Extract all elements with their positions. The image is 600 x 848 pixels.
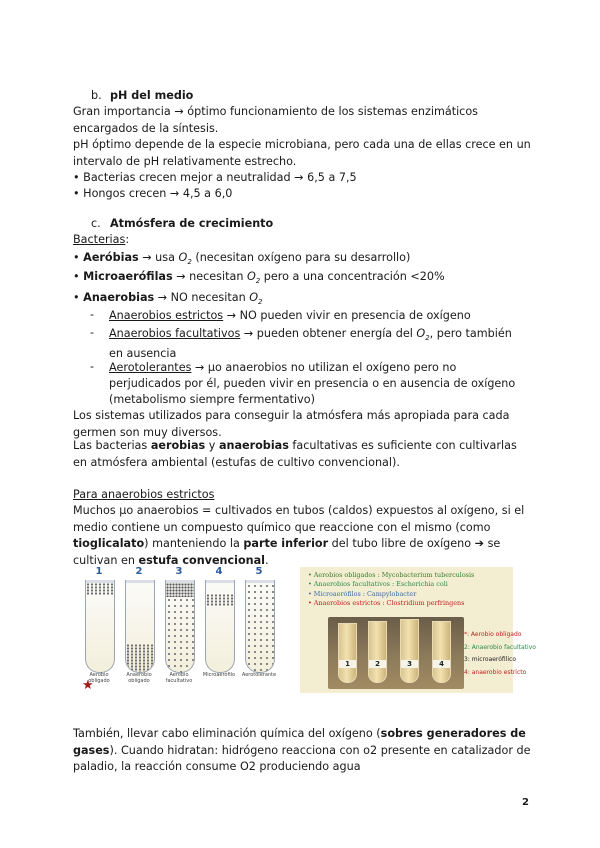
o2-formula: $O_2$ [416, 327, 430, 342]
paragraph-sistemas: Los sistemas utilizados para conseguir la atmósfera más apropiada para cada germen son muy diversos. [73, 409, 510, 439]
legend-row-2: • Anaerobios facultativos : Escherichia coli [308, 580, 448, 589]
bullet-aerobias: • Aeróbias → usa $O_2$ (necesitan oxígeno para su desarrollo) [73, 251, 411, 266]
paragraph-sobres-generadores: También, llevar cabo eliminación química del oxígeno (sobres generadores de gases). Cuando hidratan: hidrógeno reacciona con o2 presente en catalizador de paladio, la reacción consume O2 produciendo agua [73, 727, 531, 774]
sub-anaerobios-facultativos: Anaerobios facultativos → pueden obtener energía del $O_2$, pero también en ausencia [109, 327, 512, 360]
page-number: 2 [522, 797, 529, 808]
photo-key [464, 629, 536, 679]
o2-formula: $O_2$ [246, 270, 261, 285]
legend-row-3: • Microaerófilos : Campylobacter [308, 589, 417, 598]
oxygen-tubes-figure [82, 566, 292, 696]
tube-5: 5 Aerotolerante [241, 566, 277, 678]
tube-3: 3 Aerobio facultativo [162, 566, 196, 694]
sub-aerotolerantes: Aerotolerantes → μo anaerobios no utilizan el oxígeno pero no perjudicados por él, pueden vivir en presencia o en ausencia de oxígeno (metabolismo siempre fermentativo) [109, 361, 516, 406]
list-dash: - [90, 360, 95, 373]
section-c-heading: c. Atmósfera de crecimiento [91, 217, 274, 230]
bullet-microaerofilas: • Microaerófilas → necesitan $O_2$ pero a una concentración <20% [73, 270, 445, 285]
key-row-1: *: Aerobio obligado [464, 631, 522, 638]
anaerobios-heading: Para anaerobios estrictos [73, 488, 215, 501]
list-dash: - [90, 326, 95, 339]
bacteria-photo-figure [300, 567, 536, 693]
key-row-3: 3: microaerófilico [464, 656, 517, 663]
sub-anaerobios-estrictos: Anaerobios estrictos → NO pueden vivir en presencia de oxígeno [109, 309, 471, 322]
tube-1: 1 Aerobio obligado [82, 566, 116, 694]
section-b-paragraph-1: Gran importancia → óptimo funcionamiento de los sistemas enzimáticos encargados de la síntesis. [73, 105, 479, 135]
list-dash: - [90, 308, 95, 321]
legend-row-1: • Aerobios obligados : Mycobacterium tuberculosis [308, 571, 475, 579]
organism-legend [308, 571, 474, 608]
bullet-hongos-ph: • Hongos crecen → 4,5 a 6,0 [73, 187, 233, 200]
key-row-2: 2: Anaerobio facultativo [464, 643, 536, 651]
bullet-bacterias-ph: • Bacterias crecen mejor a neutralidad → 6,5 a 7,5 [73, 171, 357, 184]
tube-2: 2 Anaerobio obligado [122, 566, 156, 694]
o2-formula: $O_2$ [178, 251, 192, 266]
tube-4: 4 Microaerófilo [202, 566, 236, 678]
bacterias-label: Bacterias: [73, 233, 130, 246]
section-b-heading: b. pH del medio [91, 89, 194, 102]
legend-row-4: • Anaerobios estrictos : Clostridium perfringens [308, 598, 465, 607]
paragraph-anaerobios: Muchos μo anaerobios = cultivados en tubos (caldos) expuestos al oxígeno, si el medio contiene un compuesto químico que reaccione con el mismo (como tioglicalato) manteniendo la parte inferior del tubo libre de oxígeno ➔ se cultivan en estufa convencional. [73, 504, 525, 567]
key-row-4: 4: anaerobio estricto [464, 668, 527, 676]
culture-tubes-photo: 1 2 3 4 [328, 617, 464, 689]
paragraph-bacterias-facultativas: Las bacterias aerobias y anaerobias facultativas es suficiente con cultivarlas en atmósfera ambiental (estufas de cultivo convencional). [73, 439, 517, 469]
section-b-paragraph-2: pH óptimo depende de la especie microbiana, pero cada una de ellas crece en un intervalo de pH relativamente estrecho. [73, 138, 531, 168]
star-icon: ★ [82, 678, 94, 693]
bullet-anaerobias: • Anaerobias → NO necesitan $O_2$ [73, 291, 263, 306]
o2-formula: $O_2$ [249, 291, 263, 306]
